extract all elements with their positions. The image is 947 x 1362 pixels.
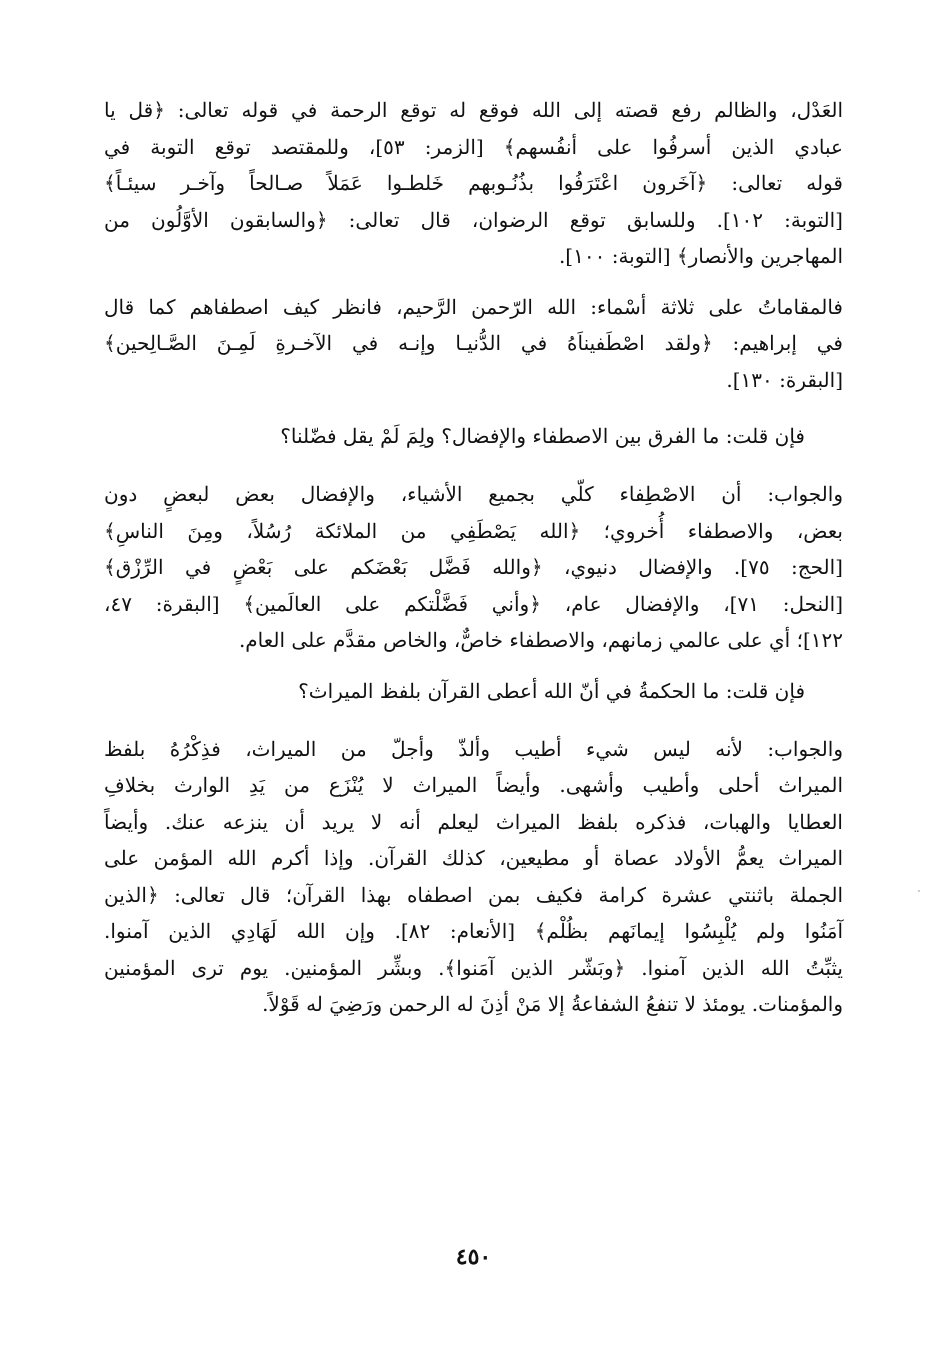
paragraph-spacer (104, 454, 843, 476)
text-line: بعض، والاصطفاء أُخروي؛ ﴿الله يَصْطَفِي من الملائكة رُسُلاً، ومِنَ الناسِ﴾ (104, 518, 843, 543)
text-line: [النحل: ٧١]، والإفضال عام، ﴿وأني فَضَّلْتكم على العالَمين﴾ [البقرة: ٤٧، (104, 591, 844, 616)
text-line: المهاجرين والأنصار﴾ [التوبة: ١٠٠]. (558, 244, 843, 268)
text-line: والجواب: أن الاصْطِفاء كلّي بجميع الأشياء، والإفضال بعض لبعضٍ دون (104, 482, 843, 506)
paragraph-stations-and-names (104, 289, 843, 399)
text-line: الميراث يعمُّ الأولاد عصاة أو مطيعين، كذلك القرآن. وإذا أكرم الله المؤمن على (104, 846, 843, 870)
book-page (104, 92, 843, 1023)
paragraph-spacer (104, 709, 843, 731)
paragraph-spacer (104, 275, 843, 289)
text-line: [التوبة: ١٠٢]. وللسابق توقع الرضوان، قال تعالى: ﴿والسابقون الأوَّلُون من (104, 207, 843, 232)
text-line: [الحج: ٧٥]. والإفضال دنيوي، ﴿والله فَضَّل بَعْضَكم على بَعْضٍ في الرِّزْق﴾ (104, 555, 843, 579)
paragraph-mercy-repentance-contentment (104, 92, 843, 275)
text-line: آمَنُوا ولم يُلْبِسُوا إيمانَهم بظُلْم﴾ [الأنعام: ٨٢]. وإن الله لَهَادِي الذين آمنوا. (104, 919, 844, 943)
text-line: العطايا والهبات، فذكره بلفظ الميراث ليعلم أنه لا يريد أن ينزعه عنك. وأيضاً (104, 809, 843, 834)
paragraph-answer-inheritance (104, 731, 843, 1023)
paragraph-spacer (104, 659, 843, 673)
text-line: الميراث أحلى وأطيب وأشهى. وأيضاً الميراث لا يُنْزَع من يَدِ الوارث بخلافِ (104, 773, 843, 797)
text-line: الجملة باثنتي عشرة كرامة فكيف بمن اصطفاه بهذا القرآن؛ قال تعالى: ﴿الذين (104, 882, 843, 907)
text-line: عبادي الذين أسرفُوا على أنفُسهم﴾ [الزمر: ٥٣]، وللمقتصد توقع التوبة في (104, 134, 843, 159)
scan-speck (918, 890, 920, 892)
text-line: ١٢٢]؛ أي على عالمي زمانهم، والاصطفاء خاصٌّ، والخاص مقدَّم على العام. (238, 628, 843, 652)
text-line: والجواب: لأنه ليس شيء أطيب وألذّ وأجلّ من الميراث، فذِكْرُهُ بلفظ (104, 736, 843, 761)
text-line: [البقرة: ١٣٠]. (726, 367, 843, 392)
text-line: العَدْل، والظالم رفع قصته إلى الله فوقع له توقع الرحمة في قوله تعالى: ﴿قل يا (104, 98, 843, 122)
text-line: في إبراهيم: ﴿ولقد اصْطَفيناَهُ في الدُّنيـا وإنـه في الآخـرةِ لَمِـنَ الصَّـالِحين﴾ (104, 331, 843, 355)
page-number: ٤٥٠ (455, 1244, 492, 1270)
text-line: فالمقاماتُ على ثلاثة أسْماء: الله الرّحمن الرَّحيم، فانظر كيف اصطفاهم كما قال (104, 294, 843, 319)
question-selection-vs-favor: فإن قلت: ما الفرق بين الاصطفاء والإفضال؟ ولِمَ لَمْ يقل فضّلنا؟ (280, 424, 805, 448)
paragraph-spacer (104, 398, 843, 418)
question-wisdom-of-inheritance: فإن قلت: ما الحكمةُ في أنّ الله أعطى القرآن بلفظ الميراث؟ (298, 678, 805, 703)
text-line: والمؤمنات. يومئذ لا تنفعُ الشفاعةُ إلا مَنْ أذِنَ له الرحمن ورَضِيَ له قَوْلاً. (262, 992, 843, 1016)
paragraph-answer-selection (104, 476, 843, 659)
text-line: قوله تعالى: ﴿آخَرون اعْتَرَفُوا بذُنُـوبهم خَلطـوا عَمَلاً صـالحاً وآخـر سيئـاً﴾ (104, 171, 843, 195)
text-line: يثبِّتُ الله الذين آمنوا. ﴿وبَشّر الذين آمَنوا﴾. وبشِّر المؤمنين. يوم ترى المؤمنين (104, 955, 843, 980)
